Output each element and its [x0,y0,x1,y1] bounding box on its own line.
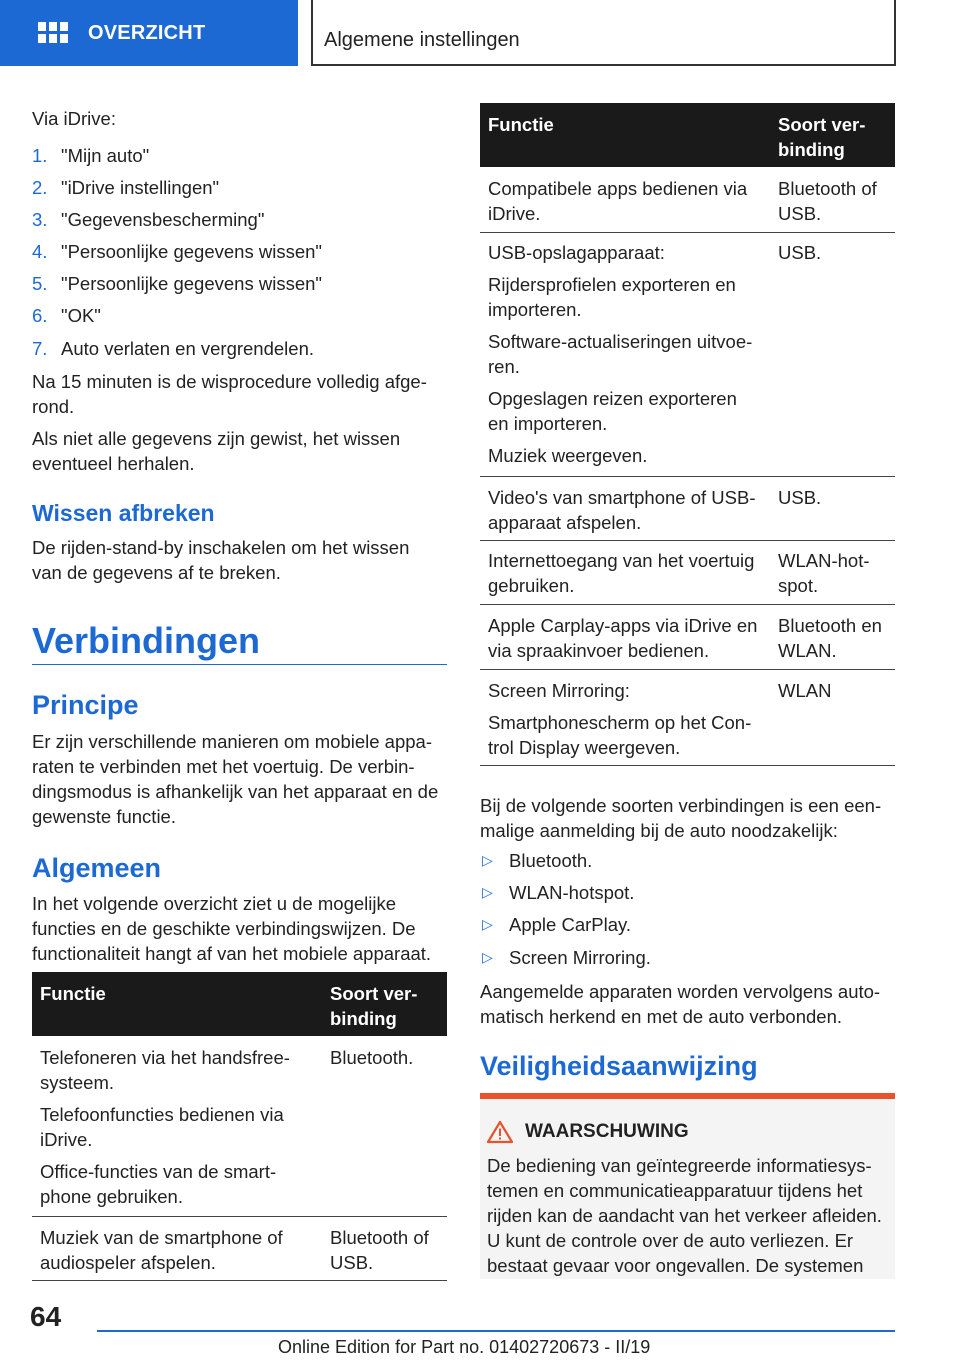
table-cell-function: Apple Carplay-apps via iDrive en [488,615,758,636]
paragraph-line: rond. [32,396,75,417]
step-text: "Persoonlijke gegevens wissen" [61,273,322,294]
table-cell-connection: spot. [778,575,819,596]
step-number: 6. [32,305,48,326]
table-cell-connection: USB. [778,203,822,224]
table-row-divider [32,1216,447,1217]
overview-label: OVERZICHT [88,21,206,44]
step-text: Auto verlaten en vergrendelen. [61,338,315,359]
bullet-item: Bluetooth. [509,850,593,871]
table-cell-connection: Bluetooth. [330,1047,414,1068]
bullet-item: Apple CarPlay. [509,914,632,935]
table-cell-function: Video's van smartphone of USB- [488,487,756,508]
table-cell-connection: WLAN. [778,640,837,661]
table-cell-connection: Bluetooth en [778,615,882,636]
paragraph-line: raten te verbinden met het voertuig. De verbin- [32,756,415,777]
step-text: "Mijn auto" [61,145,150,166]
paragraph-line: Als niet alle gegevens zijn gewist, het wissen [32,428,401,449]
heading-wissen-afbreken: Wissen afbreken [32,500,215,526]
table-cell-function: audiospeler afspelen. [40,1252,216,1273]
paragraph-line: Aangemelde apparaten worden vervolgens auto- [480,981,881,1002]
step-number: 7. [32,338,48,359]
table-cell-function: iDrive. [40,1129,93,1150]
table-row-divider [32,1280,447,1281]
table-row-divider [480,540,895,541]
paragraph-line: van de gegevens af te breken. [32,562,281,583]
paragraph-line: gewenste functie. [32,806,176,827]
table-cell-function: Telefoonfuncties bedienen via [40,1104,284,1125]
table-cell-connection: Bluetooth of [778,178,877,199]
bullet-icon: ▷ [482,884,493,900]
table-cell-function: Screen Mirroring: [488,680,630,701]
table-row-divider [480,669,895,670]
table-row-divider [480,765,895,766]
column-header-functie: Functie [488,114,554,135]
table-cell-function: Muziek weergeven. [488,445,648,466]
table-cell-function: Telefoneren via het handsfree- [40,1047,290,1068]
via-idrive-label: Via iDrive: [32,108,116,129]
paragraph-line: dingsmodus is afhankelijk van het apparaat en de [32,781,439,802]
paragraph-line: eventueel herhalen. [32,453,195,474]
heading-principe: Principe [32,690,139,720]
table-cell-connection: USB. [778,242,822,263]
bullet-icon: ▷ [482,949,493,965]
step-number: 3. [32,209,48,230]
table-cell-connection: WLAN-hot- [778,550,870,571]
column-header-soort: binding [330,1008,397,1029]
step-number: 2. [32,177,48,198]
paragraph-line: De rijden-stand-by inschakelen om het wissen [32,537,410,558]
table-cell-connection: Bluetooth of [330,1227,429,1248]
table-cell-function: ren. [488,356,520,377]
step-text: "OK" [61,305,101,326]
column-header-soort: binding [778,139,845,160]
section-title: Algemene instellingen [324,29,520,51]
table-cell-function: apparaat afspelen. [488,512,642,533]
table-cell-function: gebruiken. [488,575,575,596]
column-header-soort: Soort ver- [778,114,866,135]
table-cell-function: phone gebruiken. [40,1186,183,1207]
table-cell-function: Software-actualiseringen uitvoe- [488,331,753,352]
table-row-divider [480,476,895,477]
footer-edition: Online Edition for Part no. 01402720673 - II/19 [278,1337,651,1357]
table-cell-connection: USB. [778,487,822,508]
table-cell-function: Internettoegang van het voertuig [488,550,755,571]
bullet-item: WLAN-hotspot. [509,882,635,903]
warning-line: U kunt de controle over de auto verliezen. Er [487,1230,854,1251]
paragraph-line: functionaliteit hangt af van het mobiele apparaat. [32,943,432,964]
table-cell-function: via spraakinvoer bedienen. [488,640,710,661]
step-text: "Persoonlijke gegevens wissen" [61,241,322,262]
paragraph-line: malige aanmelding bij de auto noodzakelijk: [480,820,838,841]
bullet-icon: ▷ [482,916,493,932]
table-cell-function: Muziek van de smartphone of [40,1227,283,1248]
step-number: 4. [32,241,48,262]
heading-verbindingen: Verbindingen [32,620,261,661]
table-cell-function: iDrive. [488,203,541,224]
table-cell-function: Office-functies van de smart- [40,1161,277,1182]
paragraph-line: Bij de volgende soorten verbindingen is een een- [480,795,882,816]
overview-nav-button[interactable] [0,0,298,66]
table-cell-function: Opgeslagen reizen exporteren [488,388,737,409]
table-cell-function: en importeren. [488,413,608,434]
footer-rule [97,1330,895,1332]
table-cell-function: Rijdersprofielen exporteren en [488,274,736,295]
column-header-soort: Soort ver- [330,983,418,1004]
table-cell-connection: WLAN [778,680,832,701]
paragraph-line: In het volgende overzicht ziet u de mogelijke [32,893,397,914]
heading-rule [32,664,447,665]
table-cell-function: trol Display weergeven. [488,737,681,758]
warning-line: rijden kan de aandacht van het verkeer afleiden. [487,1205,882,1226]
table-cell-function: Compatibele apps bedienen via [488,178,748,199]
warning-line: De bediening van geïntegreerde informatiesys- [487,1155,872,1176]
bullet-item: Screen Mirroring. [509,947,651,968]
table-row-divider [480,604,895,605]
bullet-icon: ▷ [482,852,493,868]
warning-line: temen en communicatieapparatuur tijdens het [487,1180,863,1201]
table-row-divider [480,232,895,233]
heading-algemeen: Algemeen [32,853,162,883]
warning-line: bestaat gevaar voor ongevallen. De systemen [487,1255,864,1276]
paragraph-line: functies en de geschikte verbindingswijzen. De [32,918,416,939]
paragraph-line: matisch herkend en met de auto verbonden. [480,1006,843,1027]
step-text: "Gegevensbescherming" [61,209,265,230]
step-number: 1. [32,145,48,166]
table-cell-function: importeren. [488,299,582,320]
warning-title: WAARSCHUWING [525,1121,689,1142]
grid-icon [38,22,68,44]
warning-triangle-icon [487,1120,513,1144]
paragraph-line: Er zijn verschillende manieren om mobiele appa- [32,731,432,752]
table-cell-function: Smartphonescherm op het Con- [488,712,752,733]
column-header-functie: Functie [40,983,106,1004]
table-cell-function: USB-opslagapparaat: [488,242,665,263]
step-text: "iDrive instellingen" [61,177,220,198]
heading-veiligheidsaanwijzing: Veiligheidsaanwijzing [480,1051,758,1081]
page-number: 64 [30,1301,62,1332]
step-number: 5. [32,273,48,294]
table-cell-connection: USB. [330,1252,374,1273]
table-cell-function: systeem. [40,1072,115,1093]
paragraph-line: Na 15 minuten is de wisprocedure volledig afge- [32,371,427,392]
